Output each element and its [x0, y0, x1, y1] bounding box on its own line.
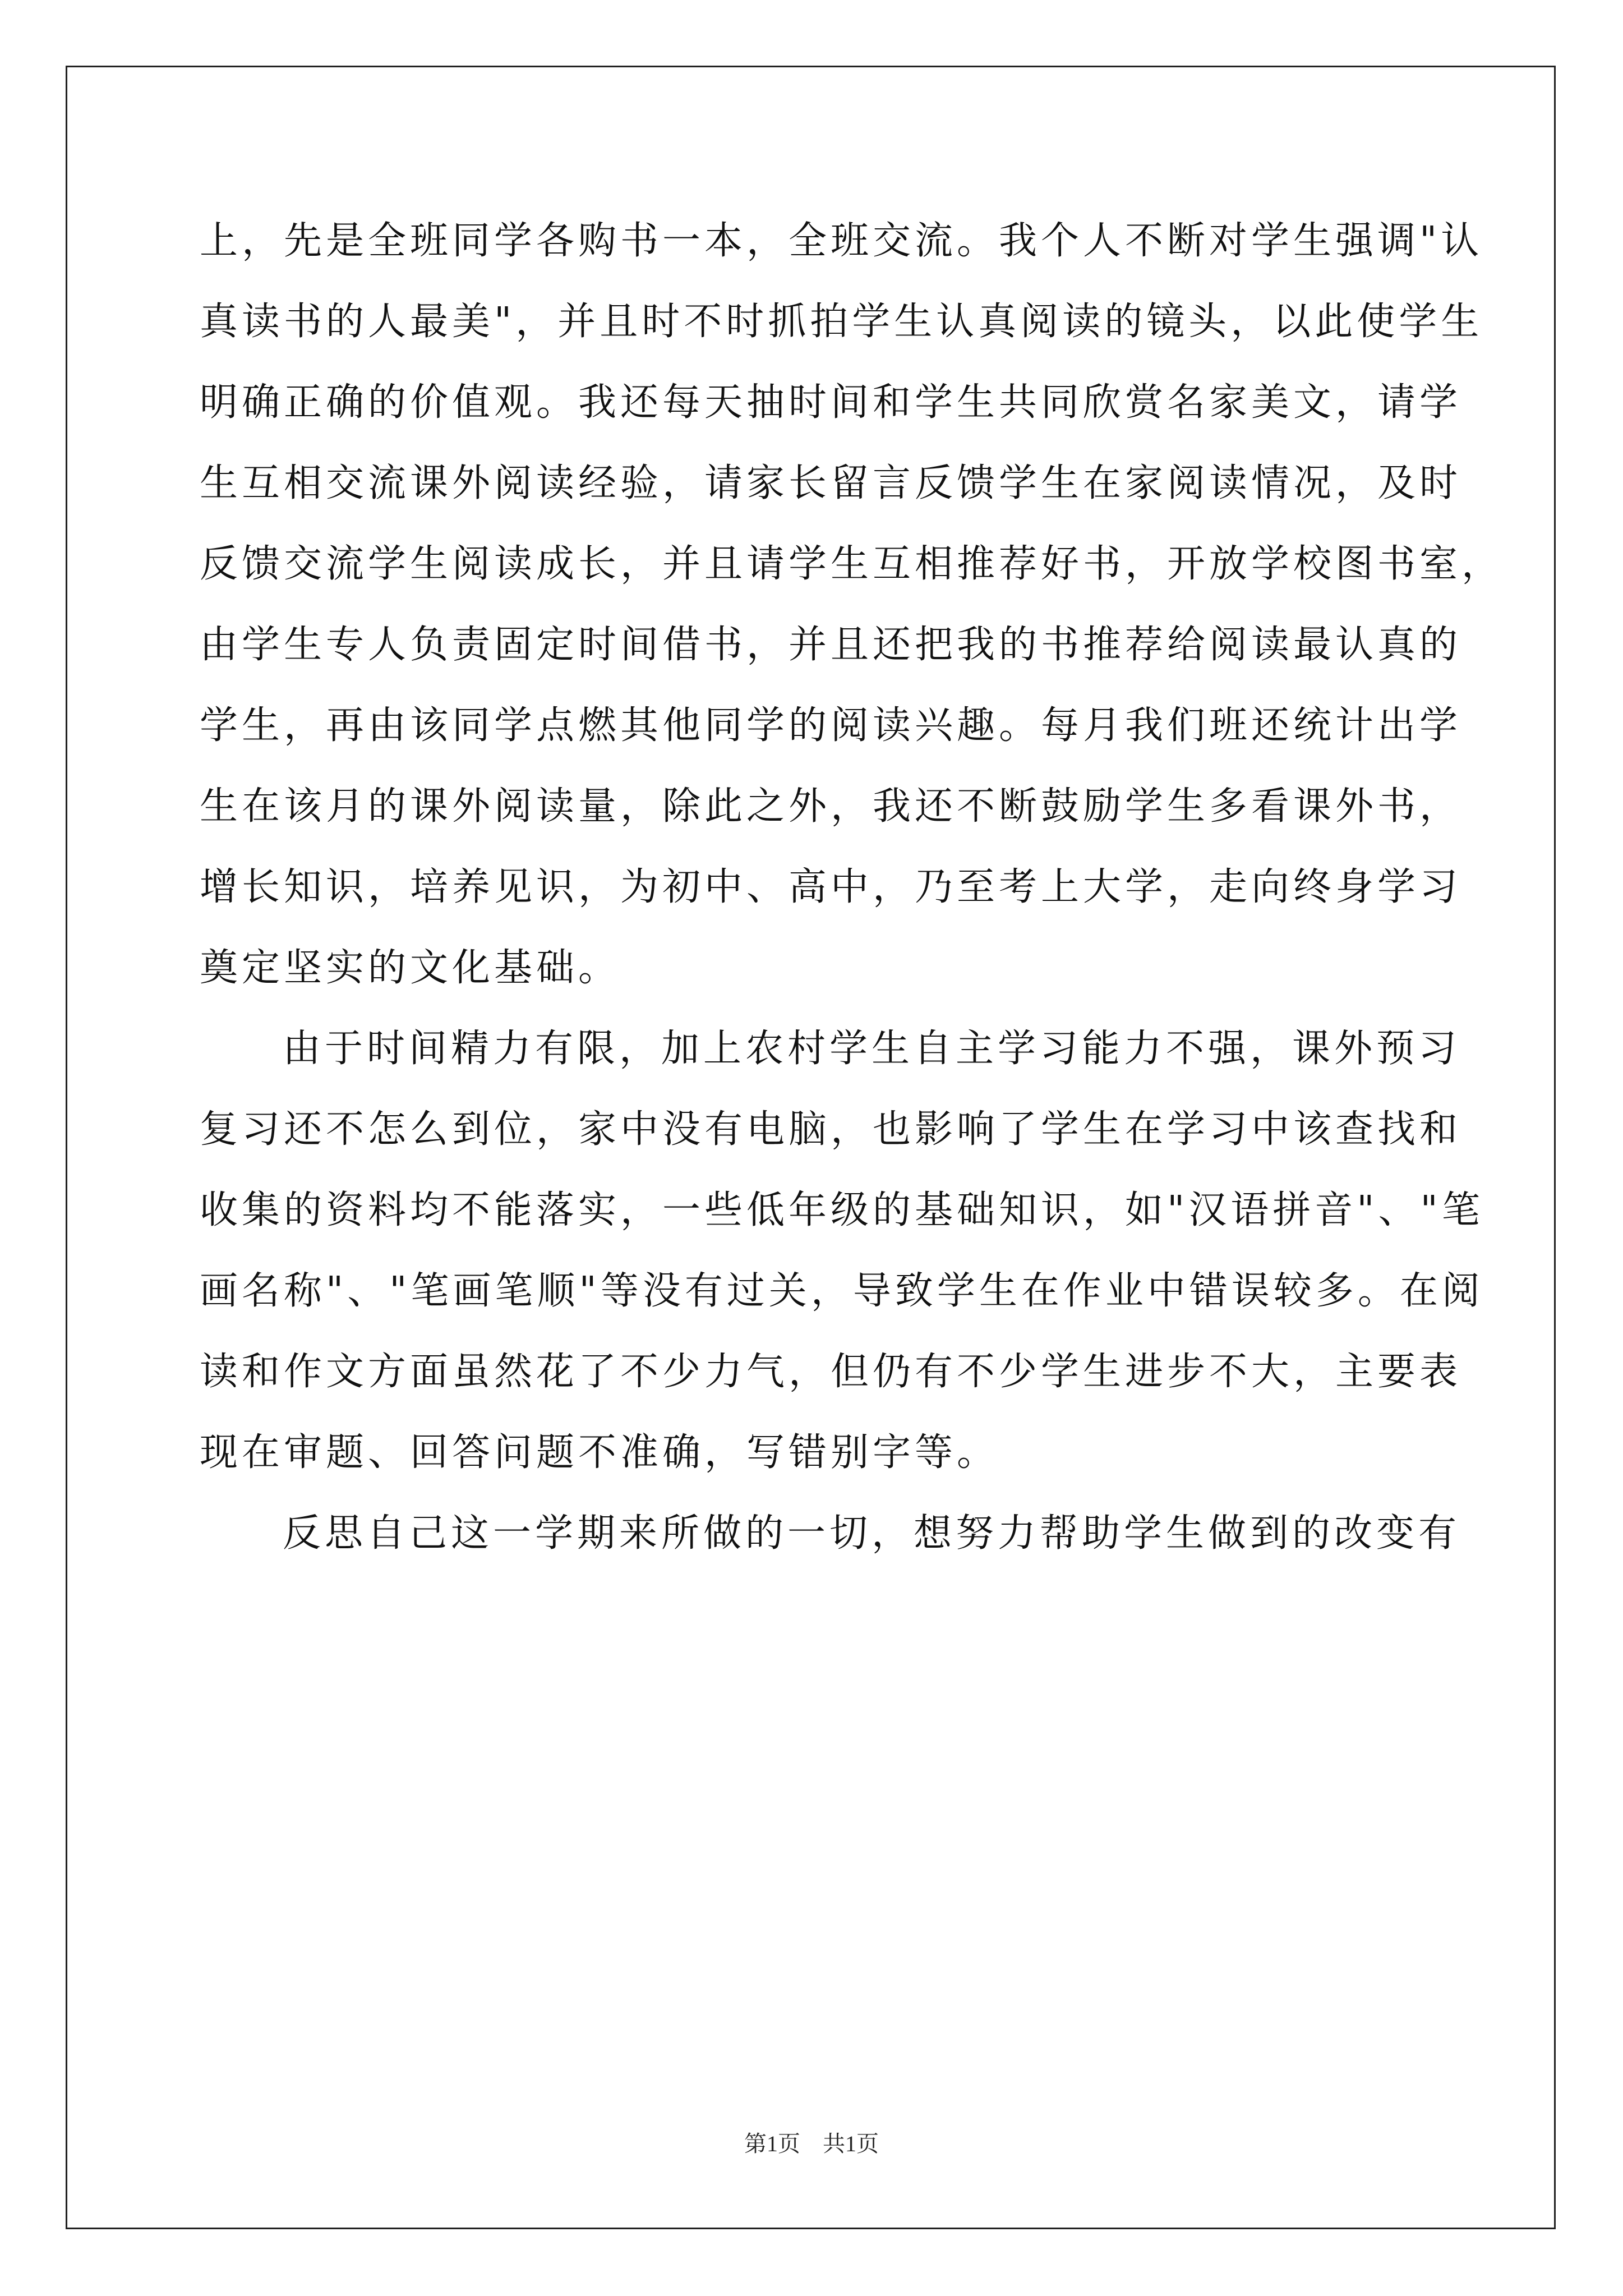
- text-line-1: 上，先是全班同学各购书一本，全班交流。我个人不断对学生强调"认: [200, 219, 1483, 263]
- paragraph-start-line-11: 由于时间精力有限，加上农村学生自主学习能力不强，课外预习: [283, 1027, 1461, 1071]
- text-line-15: 读和作文方面虽然花了不少力气，但仍有不少学生进步不大，主要表: [200, 1350, 1462, 1394]
- text-line-16: 现在审题、回答问题不准确，写错别字等。: [200, 1430, 999, 1475]
- paragraph-start-line-17: 反思自己这一学期来所做的一切，想努力帮助学生做到的改变有: [283, 1511, 1461, 1556]
- text-line-13: 收集的资料均不能落实，一些低年级的基础知识，如"汉语拼音"、"笔: [200, 1188, 1484, 1232]
- text-line-9: 增长知识，培养见识，为初中、高中，乃至考上大学，走向终身学习: [200, 865, 1462, 909]
- text-line-2: 真读书的人最美"，并且时不时抓拍学生认真阅读的镜头，以此使学生: [200, 300, 1483, 344]
- page-number-footer: 第1页 共1页: [744, 2131, 879, 2156]
- text-line-8: 生在该月的课外阅读量，除此之外，我还不断鼓励学生多看课外书，: [200, 784, 1462, 829]
- text-line-4: 生互相交流课外阅读经验，请家长留言反馈学生在家阅读情况，及时: [200, 461, 1462, 505]
- text-line-5: 反馈交流学生阅读成长，并且请学生互相推荐好书，开放学校图书室，: [200, 542, 1504, 586]
- text-line-7: 学生，再由该同学点燃其他同学的阅读兴趣。每月我们班还统计出学: [200, 703, 1462, 748]
- text-line-10: 奠定坚实的文化基础。: [200, 946, 621, 990]
- text-line-12: 复习还不怎么到位，家中没有电脑，也影响了学生在学习中该查找和: [200, 1107, 1462, 1152]
- text-line-6: 由学生专人负责固定时间借书，并且还把我的书推荐给阅读最认真的: [200, 623, 1462, 667]
- text-line-3: 明确正确的价值观。我还每天抽时间和学生共同欣赏名家美文，请学: [200, 380, 1462, 425]
- text-line-14: 画名称"、"笔画笔顺"等没有过关，导致学生在作业中错误较多。在阅: [200, 1269, 1484, 1313]
